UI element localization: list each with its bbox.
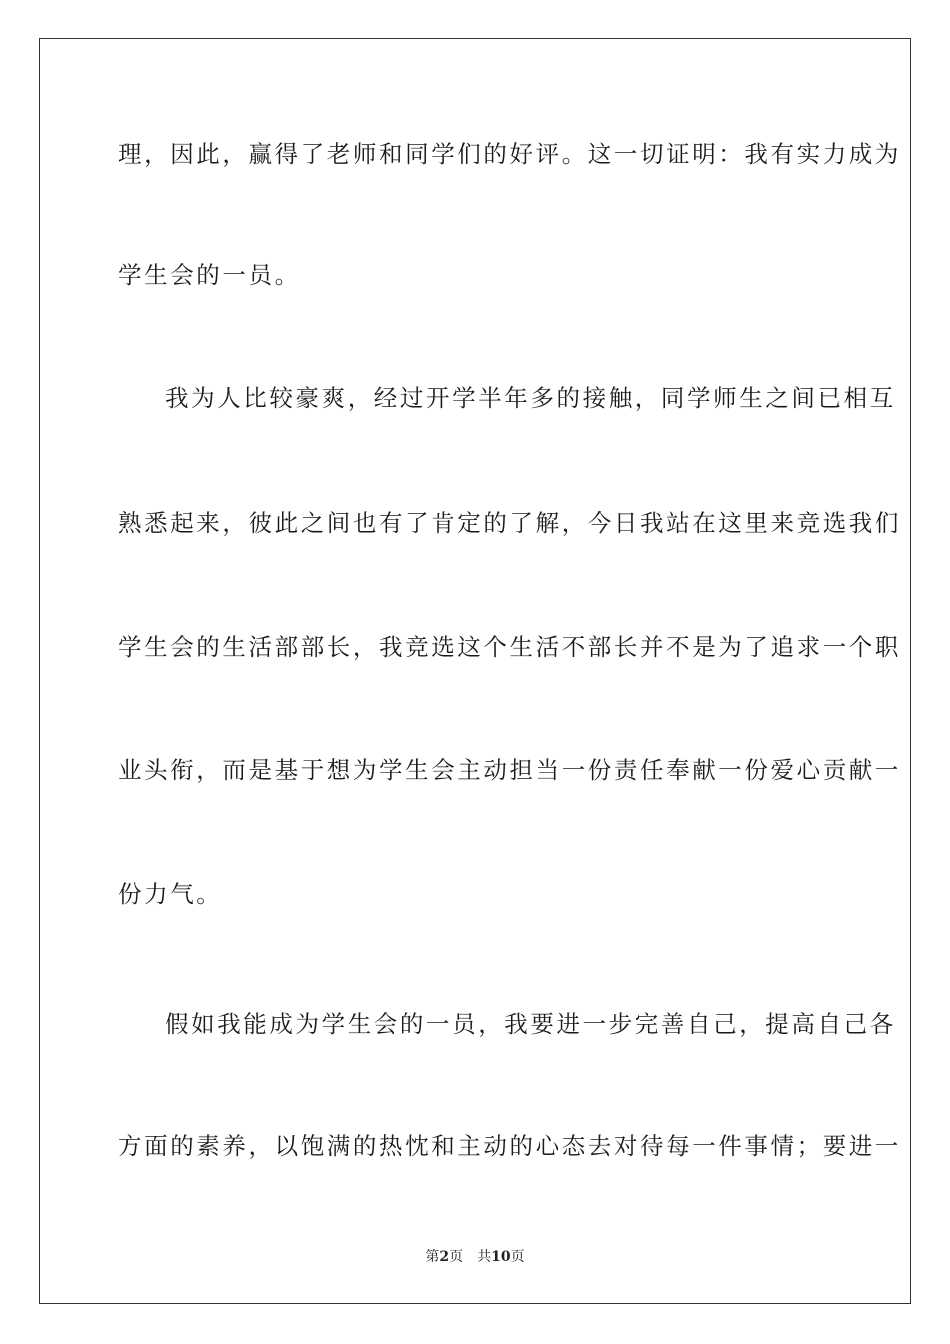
footer-page-number: 2: [439, 1249, 450, 1265]
footer-total-suffix: 页: [510, 1249, 525, 1265]
body-line-1: 理，因此，赢得了老师和同学们的好评。这一切证明：我有实力成为: [118, 140, 901, 168]
body-line-2: 学生会的一员。: [118, 261, 301, 289]
body-line-9: 方面的素养，以饱满的热忱和主动的心态去对待每一件事情；要进一: [118, 1132, 901, 1160]
body-line-5: 学生会的生活部部长，我竞选这个生活不部长并不是为了追求一个职: [118, 633, 901, 661]
footer-total-prefix: 共: [477, 1249, 492, 1265]
page-footer: [0, 1248, 950, 1266]
body-line-7: 份力气。: [118, 880, 223, 908]
footer-total-number: 10: [491, 1249, 511, 1265]
page-border: [39, 38, 911, 1304]
footer-page-prefix: 第: [425, 1249, 440, 1265]
body-line-3: 我为人比较豪爽，经过开学半年多的接触，同学师生之间已相互: [165, 384, 896, 412]
body-line-4: 熟悉起来，彼此之间也有了肯定的了解，今日我站在这里来竞选我们: [118, 509, 901, 537]
footer-page-suffix: 页: [449, 1249, 464, 1265]
body-line-6: 业头衔，而是基于想为学生会主动担当一份责任奉献一份爱心贡献一: [118, 756, 901, 784]
body-line-8: 假如我能成为学生会的一员，我要进一步完善自己，提高自己各: [165, 1010, 896, 1038]
